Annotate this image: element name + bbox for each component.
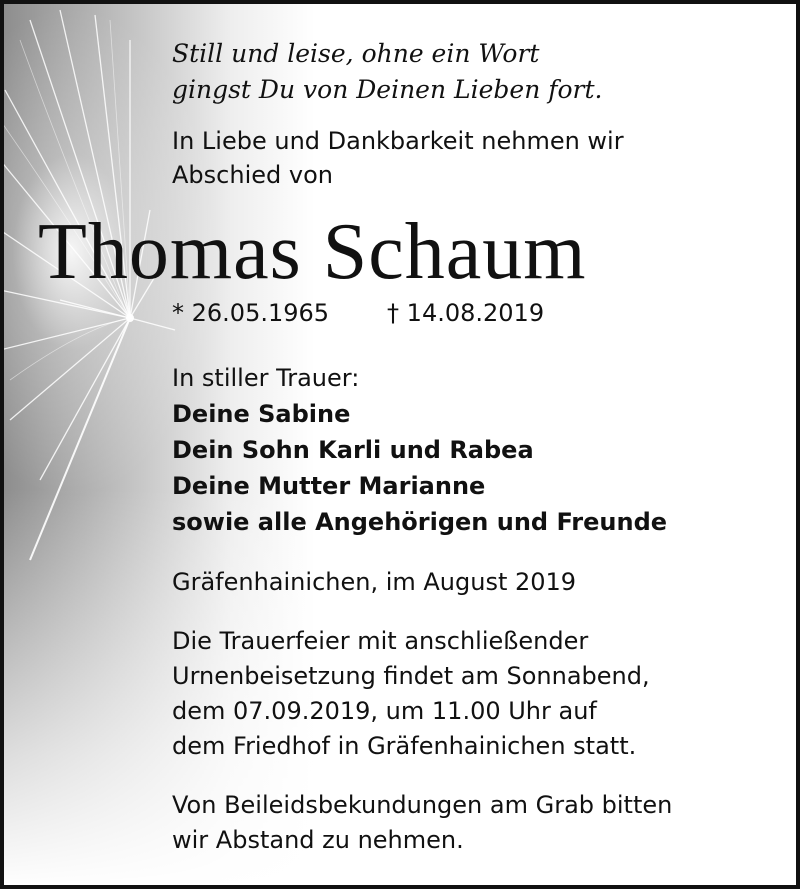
note-line: wir Abstand zu nehmen. <box>172 826 464 854</box>
death-date: † 14.08.2019 <box>387 299 545 327</box>
place-and-date: Gräfenhainichen, im August 2019 <box>172 568 577 596</box>
intro-line-1: In Liebe und Dankbarkeit nehmen wir <box>172 127 624 155</box>
condolence-note <box>172 788 672 858</box>
mourner-name: Deine Mutter Marianne <box>172 472 486 500</box>
service-line: Die Trauerfeier mit anschließender <box>172 627 589 655</box>
note-line: Von Beileidsbekundungen am Grab bitten <box>172 791 673 819</box>
intro-line-2: Abschied von <box>172 161 333 189</box>
mourner-name: sowie alle Angehörigen und Freunde <box>172 508 668 536</box>
service-line: dem 07.09.2019, um 11.00 Uhr auf <box>172 697 597 725</box>
mourner-name: Dein Sohn Karli und Rabea <box>172 436 534 464</box>
funeral-service-info <box>172 624 650 764</box>
birth-date: * 26.05.1965 <box>172 299 330 327</box>
mourner-name: Deine Sabine <box>172 400 351 428</box>
intro-text <box>172 124 624 192</box>
motto-line-2: gingst Du von Deinen Lieben fort. <box>172 75 603 104</box>
mourners-block <box>172 360 667 540</box>
service-line: dem Friedhof in Gräfenhainichen statt. <box>172 732 637 760</box>
service-line: Urnenbeisetzung findet am Sonnabend, <box>172 662 650 690</box>
life-dates <box>172 296 544 330</box>
motto-verse <box>172 36 603 108</box>
deceased-name: Thomas Schaum <box>38 208 587 296</box>
mourners-heading: In stiller Trauer: <box>172 364 360 392</box>
motto-line-1: Still und leise, ohne ein Wort <box>172 39 540 68</box>
